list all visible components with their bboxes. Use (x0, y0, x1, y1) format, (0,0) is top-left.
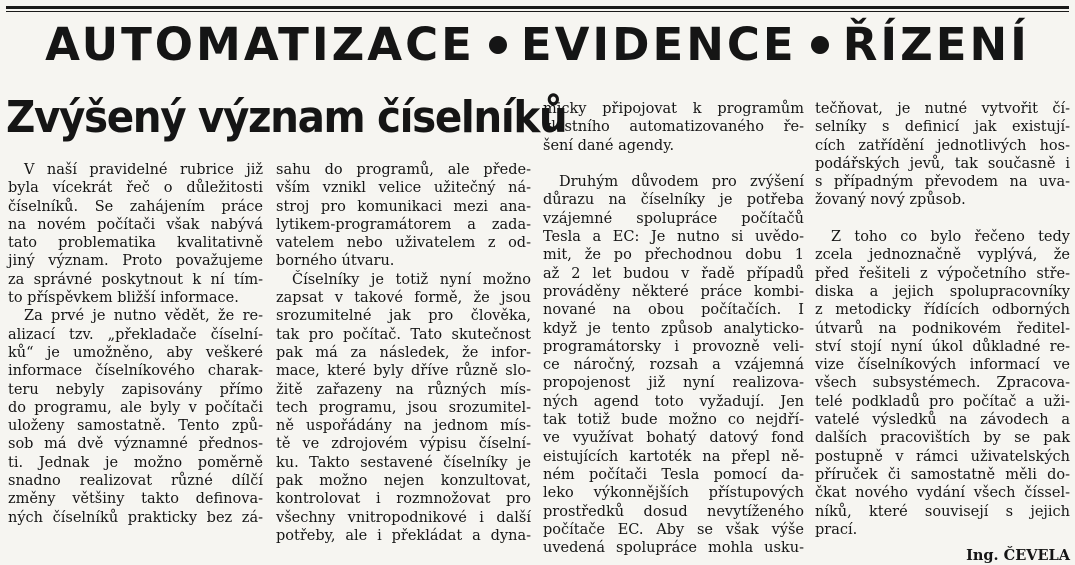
text-line: postupně v rámci uživatelských (815, 448, 1070, 465)
bullet-dot-icon (811, 36, 829, 54)
text-line: eistujících kartoték na přepl ně- (543, 448, 804, 465)
top-rule (6, 6, 1069, 9)
author-signature: Ing. ČEVELA (966, 547, 1070, 565)
text-line: mace, které byly dříve různě slo- (276, 363, 531, 380)
text-line: dalších pracovištích by se pak (815, 430, 1070, 447)
article-column-4 (815, 100, 1070, 565)
text-line: vším vznikl velice užitečný ná- (276, 180, 531, 197)
text-line: vlastního automatizovaného ře- (543, 119, 804, 136)
text-line: telé podkladů pro počítač a uži- (815, 393, 1070, 410)
text-line: čkat nového vydání všech číssel- (815, 485, 1070, 502)
text-line: nované na obou počítačích. I (543, 302, 804, 319)
text-line: tato problematika kvalitativně (8, 235, 263, 252)
text-line: programátorsky i provozně veli- (543, 338, 804, 355)
text-line: byla vícekrát řeč o důležitosti (8, 180, 263, 197)
text-line: pak má za následek, že infor- (276, 344, 531, 361)
text-line: na novém počítači však nabývá (8, 216, 263, 233)
text-line: všechny vnitropodnikové i další (276, 509, 531, 526)
text-line: ně uspořádány na jednom mís- (276, 418, 531, 435)
bullet-dot-icon (489, 36, 507, 54)
text-line: uloženy samostatně. Tento způ- (8, 418, 263, 435)
text-line: žitě zařazeny na různých mís- (276, 381, 531, 398)
article-column-2 (276, 161, 531, 544)
text-line: až 2 let budou v řadě případů (543, 265, 804, 282)
text-line: do programu, ale byly v počítači (8, 399, 263, 416)
text-line: šení dané agendy. (543, 137, 675, 154)
article-column-3 (543, 100, 804, 557)
text-line: vize číselníkových informací ve (815, 357, 1070, 374)
article-column-1 (8, 161, 263, 539)
text-line: ti. Jednak je možno poměrně (8, 454, 263, 471)
text-line: informace číselníkového charak- (8, 363, 263, 380)
text-line: ku. Takto sestavené číselníky je (276, 454, 531, 471)
text-line: Z toho co bylo řečeno tedy (831, 229, 1070, 246)
text-line: lytikem-programátorem a zada- (276, 216, 531, 233)
text-line: uvedená spolupráce mohla usku- (543, 540, 804, 557)
text-line: žovaný nový způsob. (815, 192, 966, 209)
text-line: stroj pro komunikaci mezi ana- (276, 198, 531, 215)
text-line: srozumitelné jak pro člověka, (276, 308, 531, 325)
text-line: s případným převodem na uva- (815, 174, 1070, 191)
text-line: vatelé výsledků na závodech a (815, 412, 1070, 429)
text-line: za správné poskytnout k ní tím- (8, 271, 263, 288)
text-line: tak totiž bude možno co nejdří- (543, 412, 804, 429)
text-line: když je tento způsob analyticko- (543, 320, 804, 337)
section-kicker (10, 14, 1065, 76)
text-line: Tesla a EC: Je nutno si uvědo- (543, 229, 804, 246)
text-line: teru nebyly zapisovány přímo (8, 381, 263, 398)
kicker-word-3: ŘÍZENÍ (842, 18, 1030, 71)
text-line: snadno realizovat různé dílčí (8, 473, 263, 490)
text-line: Druhým důvodem pro zvýšení (559, 174, 804, 191)
top-rule-thin (6, 11, 1069, 12)
text-line: ků“ je umožněno, aby veškeré (8, 344, 263, 361)
text-line: micky připojovat k programům (543, 101, 804, 117)
text-line: číselníků. Se zahájením práce (8, 198, 263, 215)
text-line: V naší pravidelné rubrice již (24, 162, 263, 178)
text-line: zapsat v takové formě, že jsou (276, 290, 531, 307)
text-line: prostředků dosud nevytíženého (543, 503, 804, 520)
text-line: ce náročný, rozsah a vzájemná (543, 357, 804, 374)
text-line: změny většiny takto definova- (8, 491, 263, 508)
text-line: všech subsystémech. Zpracova- (815, 375, 1070, 392)
text-line: z metodicky řídících odborných (815, 302, 1070, 319)
text-line: důrazu na číselníky je potřeba (543, 192, 804, 209)
text-line: kontrolovat i rozmnožovat pro (276, 491, 531, 508)
text-line: ství stojí nyní úkol důkladné re- (815, 338, 1070, 355)
text-line: diska a jejich spolupracovníky (815, 283, 1070, 300)
text-line: ných agend toto vyžadují. Jen (543, 393, 804, 410)
text-line (543, 155, 804, 173)
text-line: to příspěvkem bližší informace. (8, 290, 239, 307)
text-line: vatelem nebo uživatelem z od- (276, 235, 531, 252)
kicker-word-2: EVIDENCE (520, 18, 797, 71)
text-line: Za prvé je nutno vědět, že re- (24, 308, 263, 325)
text-line: podářských jevů, tak současně i (815, 155, 1070, 172)
text-line: sahu do programů, ale přede- (276, 162, 531, 178)
text-line: tečňovat, je nutné vytvořit čí- (815, 101, 1070, 117)
text-line: alizací tzv. „překladače číselní- (8, 326, 263, 343)
kicker-word-1: AUTOMATIZACE (45, 18, 475, 71)
text-line: ve využívat bohatý datový fond (543, 430, 804, 447)
text-line: útvarů na podnikovém ředitel- (815, 320, 1070, 337)
text-line: počítače EC. Aby se však výše (543, 521, 804, 538)
text-line (815, 210, 1070, 228)
text-line: tak pro počítač. Tato skutečnost (276, 326, 531, 343)
text-line: sob má dvě významné přednos- (8, 436, 263, 453)
article-headline: Zvýšený význam číselníků (6, 92, 567, 143)
text-line: níků, které souvisejí s jejich (815, 503, 1070, 520)
text-line: Číselníky je totiž nyní možno (292, 271, 531, 288)
text-line: selníky s definicí jak existují- (815, 119, 1070, 136)
text-line: pak možno nejen konzultovat, (276, 473, 531, 490)
text-line: jiný význam. Proto považujeme (8, 253, 263, 270)
text-line: tě ve zdrojovém výpisu číselní- (276, 436, 531, 453)
text-line: vzájemné spolupráce počítačů (543, 210, 804, 227)
text-line: cích zatřídění jednotlivých hos- (815, 137, 1070, 154)
text-line: borného útvaru. (276, 253, 395, 270)
text-line: mit, že po přechodnou dobu 1 (543, 247, 804, 264)
text-line: zcela jednoznačně vyplývá, že (815, 247, 1070, 264)
text-line: leko výkonnějších přístupových (543, 485, 804, 502)
text-line: ném počítači Tesla pomocí da- (543, 466, 804, 483)
text-line: prováděny některé práce kombi- (543, 283, 804, 300)
text-line: potřeby, ale i překládat a dyna- (276, 527, 531, 544)
text-line: ných číselníků prakticky bez zá- (8, 509, 263, 526)
text-line: prací. (815, 521, 858, 538)
text-line: propojenost již nyní realizova- (543, 375, 804, 392)
text-line: příruček či samostatně měli do- (815, 466, 1070, 483)
text-line: před řešiteli z výpočetního stře- (815, 265, 1070, 282)
text-line: tech programu, jsou srozumitel- (276, 399, 531, 416)
